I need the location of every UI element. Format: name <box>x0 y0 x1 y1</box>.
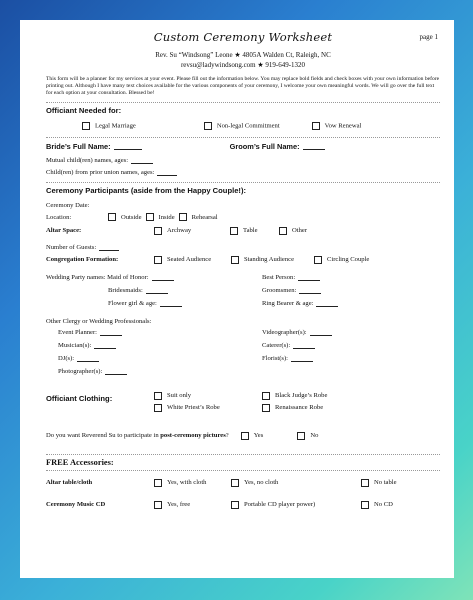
intro-text: This form will be a planner for my services at your event. Please fill out the information below. You may replace bold fields and check boxes with your own information before printing out. Although I have many text choices available for the various components of your ceremony, I welcome your own meaningful words. We will go over the full text for each option at your consultation. Blessed be! <box>46 76 440 97</box>
pictures-no-label: No <box>310 432 319 440</box>
black-robe-row[interactable] <box>262 392 327 400</box>
black-robe-label: Black Judge’s Robe <box>275 392 328 400</box>
guests-label: Number of Guests: <box>46 243 97 251</box>
groomsmen-row <box>262 287 321 294</box>
altar-space-label: Altar Space: <box>46 227 82 235</box>
prior-children-label: Child(ren) from prior union names, ages: <box>46 169 155 177</box>
legal-marriage-label: Legal Marriage <box>95 122 136 130</box>
divider <box>46 182 440 183</box>
yes-with-cloth-label: Yes, with cloth <box>167 479 207 487</box>
table-checkbox[interactable] <box>230 227 238 235</box>
bridesmaids-row <box>108 287 168 294</box>
yes-with-cloth-checkbox[interactable] <box>154 479 162 487</box>
worksheet-title: Custom Ceremony Worksheet <box>153 30 333 44</box>
altar-space-row <box>46 225 440 237</box>
maid-label: Wedding Party names: Maid of Honor: <box>46 273 149 281</box>
contact-block <box>46 50 440 70</box>
ceremony-date-label: Ceremony Date: <box>46 201 90 209</box>
table-label: Table <box>243 227 258 235</box>
mutual-children-row <box>46 156 440 166</box>
officiant-options <box>46 120 440 132</box>
pictures-question-suffix: ? <box>225 432 229 440</box>
portable-cd-checkbox[interactable] <box>231 501 239 509</box>
altar-table-row <box>46 477 440 489</box>
formation-label: Congregation Formation: <box>46 256 119 264</box>
circling-label: Circling Couple <box>327 256 370 264</box>
planner-row <box>58 329 122 336</box>
no-cd-label: No CD <box>374 501 393 509</box>
wedding-party-block <box>46 274 440 318</box>
suit-row[interactable] <box>154 392 191 400</box>
legal-marriage-checkbox[interactable] <box>82 122 90 130</box>
best-label: Best Person: <box>262 273 296 281</box>
inside-label: Inside <box>158 213 175 221</box>
florist-field[interactable] <box>291 355 313 362</box>
prior-children-row <box>46 168 440 178</box>
planner-field[interactable] <box>100 329 122 336</box>
no-table-checkbox[interactable] <box>361 479 369 487</box>
ring-row <box>262 300 338 307</box>
videographer-row <box>262 329 332 336</box>
seated-label: Seated Audience <box>167 256 212 264</box>
bride-field[interactable] <box>114 143 142 150</box>
maid-field[interactable] <box>152 274 174 281</box>
participants-heading: Ceremony Participants (aside from the Happy Couple!): <box>46 185 247 195</box>
worksheet-page <box>20 20 454 578</box>
non-legal-checkbox-group[interactable] <box>204 122 280 130</box>
music-cd-label: Ceremony Music CD <box>46 501 106 509</box>
dj-label: DJ(s): <box>58 354 75 362</box>
white-robe-row[interactable] <box>154 404 220 412</box>
white-robe-label: White Priest’s Robe <box>167 404 220 412</box>
standing-checkbox[interactable] <box>231 256 239 264</box>
suit-label: Suit only <box>167 392 191 400</box>
portable-cd-label: Portable CD player power) <box>244 501 316 509</box>
ring-field[interactable] <box>316 300 338 307</box>
flower-field[interactable] <box>160 300 182 307</box>
yes-free-checkbox[interactable] <box>154 501 162 509</box>
pictures-question <box>46 432 229 439</box>
location-label: Location: <box>46 213 72 221</box>
black-robe-checkbox[interactable] <box>262 392 270 400</box>
vow-renewal-checkbox-group[interactable] <box>312 122 362 130</box>
formation-row <box>46 254 440 266</box>
archway-label: Archway <box>167 227 192 235</box>
vow-renewal-label: Vow Renewal <box>324 122 362 130</box>
mutual-children-field[interactable] <box>131 157 153 164</box>
suit-checkbox[interactable] <box>154 392 162 400</box>
groomsmen-field[interactable] <box>299 287 321 294</box>
pictures-yes-checkbox[interactable] <box>241 432 249 440</box>
guests-field[interactable] <box>99 244 119 251</box>
pictures-question-prefix: Do you want Reverend Su to participate in <box>46 432 161 440</box>
seated-checkbox[interactable] <box>154 256 162 264</box>
non-legal-checkbox[interactable] <box>204 122 212 130</box>
no-cd-checkbox[interactable] <box>361 501 369 509</box>
caterer-row <box>262 342 315 349</box>
maid-row <box>46 274 174 281</box>
contact-line-1: Rev. Su “Windsong” Leone ★ 4805A Walden Ct, Raleigh, NC <box>155 51 331 59</box>
planner-label: Event Planner: <box>58 328 98 336</box>
outside-label: Outside <box>121 213 142 221</box>
renaissance-robe-checkbox[interactable] <box>262 404 270 412</box>
best-field[interactable] <box>298 274 320 281</box>
page-number: page 1 <box>419 33 438 41</box>
accessories-heading: FREE Accessories: <box>46 457 114 467</box>
musician-field[interactable] <box>94 342 116 349</box>
vow-renewal-checkbox[interactable] <box>312 122 320 130</box>
circling-checkbox[interactable] <box>314 256 322 264</box>
mutual-children-label: Mutual child(ren) names, ages: <box>46 157 129 165</box>
yes-free-label: Yes, free <box>167 501 191 509</box>
clergy-block <box>46 318 440 374</box>
guests-row <box>46 243 440 252</box>
dj-row <box>58 355 99 362</box>
no-table-label: No table <box>374 479 397 487</box>
standing-label: Standing Audience <box>244 256 294 264</box>
bride-label: Bride’s Full Name: <box>46 141 111 151</box>
flower-row <box>108 300 182 307</box>
dj-field[interactable] <box>77 355 99 362</box>
altar-table-label: Altar table/cloth <box>46 479 93 487</box>
archway-checkbox[interactable] <box>154 227 162 235</box>
music-cd-row <box>46 499 440 511</box>
non-legal-label: Non-legal Commitment <box>216 122 280 130</box>
renaissance-robe-row[interactable] <box>262 404 323 412</box>
clergy-heading: Other Clergy or Wedding Professionals: <box>46 317 152 325</box>
bridesmaids-label: Bridesmaids: <box>108 286 143 294</box>
legal-marriage-checkbox-group[interactable] <box>82 122 136 130</box>
outside-checkbox[interactable] <box>108 213 116 221</box>
musician-row <box>58 342 116 349</box>
photographer-field[interactable] <box>105 368 127 375</box>
divider <box>46 470 440 471</box>
pictures-question-bold: post-ceremony pictures <box>160 432 226 440</box>
bridesmaids-field[interactable] <box>146 287 168 294</box>
other-checkbox[interactable] <box>279 227 287 235</box>
photographer-label: Photographer(s): <box>58 367 103 375</box>
pictures-no-checkbox[interactable] <box>297 432 305 440</box>
florist-label: Florist(s): <box>262 354 289 362</box>
groom-field[interactable] <box>303 143 325 150</box>
pictures-yes-label: Yes <box>253 432 264 440</box>
videographer-field[interactable] <box>310 329 332 336</box>
groomsmen-label: Groomsmen: <box>262 286 297 294</box>
caterer-field[interactable] <box>293 342 315 349</box>
other-label: Other <box>292 227 308 235</box>
yes-no-cloth-label: Yes, no cloth <box>244 479 279 487</box>
inside-checkbox[interactable] <box>146 213 154 221</box>
rehearsal-label: Rehearsal <box>191 213 218 221</box>
yes-no-cloth-checkbox[interactable] <box>231 479 239 487</box>
musician-label: Musician(s): <box>58 341 92 349</box>
divider <box>46 137 440 138</box>
officiant-heading: Officiant Needed for: <box>46 105 122 115</box>
flower-label: Flower girl & age: <box>108 299 157 307</box>
divider <box>46 454 440 455</box>
clothing-label: Officiant Clothing: <box>46 393 113 403</box>
divider <box>46 102 440 103</box>
pictures-row <box>46 430 440 442</box>
clothing-block <box>46 392 440 416</box>
prior-children-field[interactable] <box>157 169 177 176</box>
white-robe-checkbox[interactable] <box>154 404 162 412</box>
ceremony-date-row <box>46 201 440 210</box>
location-row <box>46 212 440 223</box>
renaissance-robe-label: Renaissance Robe <box>275 404 324 412</box>
names-row <box>46 141 440 152</box>
ring-label: Ring Bearer & age: <box>262 299 314 307</box>
florist-row <box>262 355 313 362</box>
groom-label: Groom’s Full Name: <box>229 141 300 151</box>
rehearsal-checkbox[interactable] <box>179 213 187 221</box>
videographer-label: Videographer(s): <box>262 328 307 336</box>
contact-line-2: revsu@ladywindsong.com ★ 919-649-1320 <box>180 61 306 69</box>
photographer-row <box>58 368 127 375</box>
caterer-label: Caterer(s): <box>262 341 291 349</box>
best-row <box>262 274 320 281</box>
